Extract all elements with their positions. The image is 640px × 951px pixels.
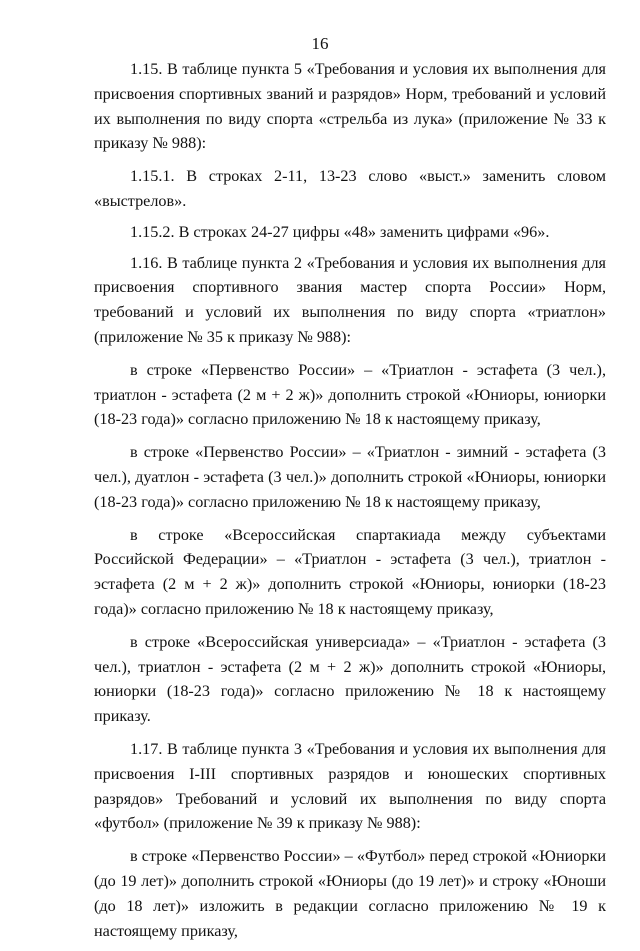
paragraph-1-17: 1.17. В таблице пункта 3 «Требования и условия их выполнения для присвоения I-III спортивных разрядов и юношеских спортивных разрядов» Требований и условий их выполнения по виду спорта «футбол» (приложение № 39 к приказу № 988): xyxy=(94,739,606,833)
page-number: 16 xyxy=(311,34,329,53)
paragraph-1-16: 1.16. В таблице пункта 2 «Требования и условия их выполнения для присвоения спортивного звания мастер спорта России» Норм, требований и условий их выполнения по виду спорта «триатлон» (приложение № 35 к приказу № 988): xyxy=(94,253,606,346)
paragraph-pervenstvo-futbol: в строке «Первенство России» – «Футбол» перед строкой «Юниорки (до 19 лет)» дополнить строкой «Юниоры (до 19 лет)» и строку «Юноши (до 18 лет)» изложить в редакции согласно приложению № 19 к настоящему приказу, xyxy=(94,847,606,940)
paragraph-1-15-1: 1.15.1. В строках 2-11, 13-23 слово «выст.» заменить словом «выстрелов». xyxy=(94,167,606,210)
paragraph-pervenstvo-zimniy: в строке «Первенство России» – «Триатлон - зимний - эстафета (3 чел.), дуатлон - эстафета (3 чел.)» дополнить строкой «Юниоры, юниорки (18-23 года)» согласно приложению № 18 к настоящему приказу, xyxy=(94,443,606,511)
paragraph-universiada: в строке «Всероссийская универсиада» – «Триатлон - эстафета (3 чел.), триатлон - эстафета (2 м + 2 ж)» дополнить строкой «Юниоры, юниорки (18-23 года)» согласно приложению № 18 к настоящему приказу. xyxy=(94,632,606,726)
paragraph-pervenstvo-triatlon: в строке «Первенство России» – «Триатлон - эстафета (3 чел.), триатлон - эстафета (2 м + 2 ж)» дополнить строкой «Юниоры, юниорки (18-23 года)» согласно приложению № 18 к настоящему приказу, xyxy=(94,360,606,429)
paragraph-spartakiada: в строке «Всероссийская спартакиада между субъектами Российской Федерации» – «Триатлон - эстафета (3 чел.), триатлон - эстафета (2 м + 2 ж)» дополнить строкой «Юниоры, юниорки (18-23 года)» согласно приложению № 18 к настоящему приказу, xyxy=(94,525,606,618)
document-body xyxy=(94,57,606,951)
paragraph-1-15: 1.15. В таблице пункта 5 «Требования и условия их выполнения для присвоения спортивных званий и разрядов» Норм, требований и условий их выполнения по виду спорта «стрельба из лука» (приложение № 33 к приказу № 988): xyxy=(94,60,606,153)
paragraph-1-15-2: 1.15.2. В строках 24-27 цифры «48» заменить цифрами «96». xyxy=(130,222,550,241)
